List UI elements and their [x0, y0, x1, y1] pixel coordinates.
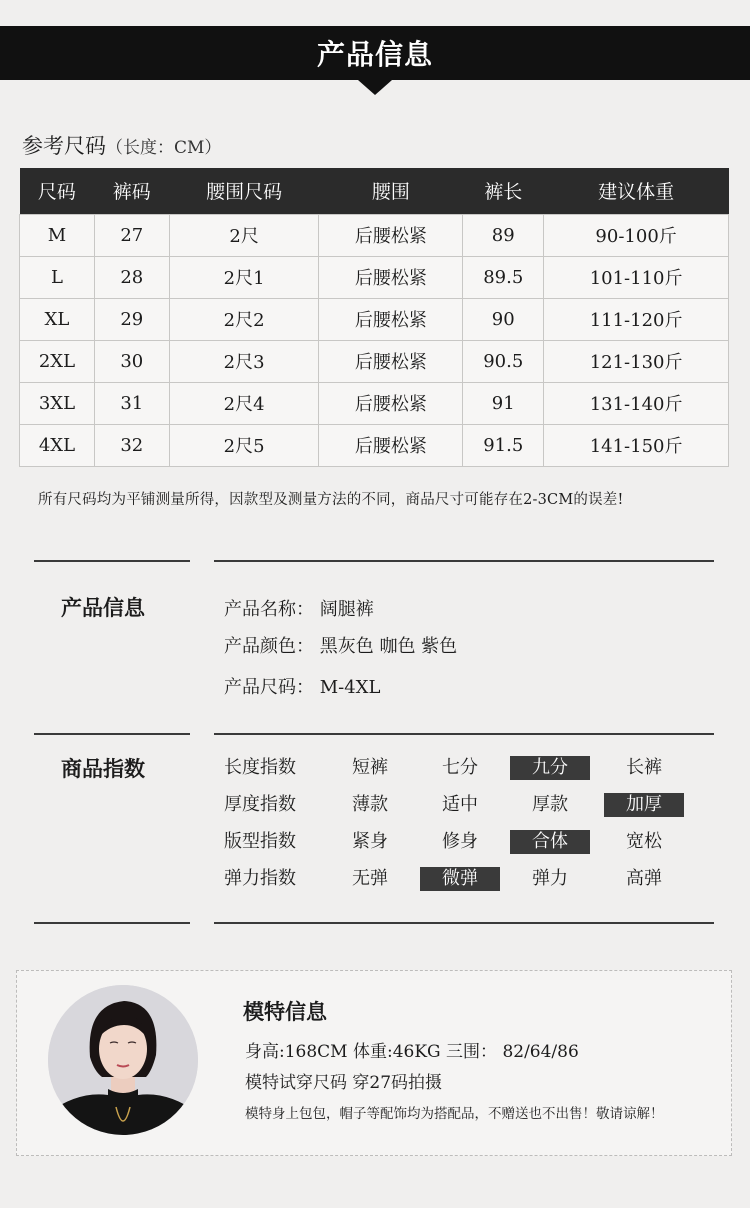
col-header: 腰围尺码: [169, 168, 319, 214]
col-header: 裤长: [463, 168, 544, 214]
model-info-title: 模特信息: [243, 999, 327, 1024]
table-cell: 27: [94, 214, 169, 256]
product-info-title: 产品信息: [61, 595, 145, 620]
table-cell: 2尺2: [169, 298, 319, 340]
index-row-length: [224, 756, 704, 780]
index-option: 短裤: [352, 757, 388, 778]
header-banner: [0, 26, 750, 80]
divider: [214, 922, 714, 924]
table-cell: 91: [463, 382, 544, 424]
measurement-note: 所有尺码均为平铺测量所得，因款型及测量方法的不同，商品尺寸可能存在2-3CM的误差!: [38, 492, 624, 508]
index-option: 紧身: [352, 831, 388, 852]
index-option-selected: 微弹: [420, 867, 500, 891]
table-cell: 89: [463, 214, 544, 256]
index-label: 版型指数: [224, 831, 296, 852]
product-color: 产品颜色： 黑灰色 咖色 紫色: [224, 636, 458, 657]
table-row: [20, 298, 729, 340]
table-cell: 3XL: [20, 382, 95, 424]
index-option-selected: 加厚: [604, 793, 684, 817]
size-chart-title: 参考尺码: [22, 134, 106, 158]
divider: [34, 560, 190, 562]
product-size: 产品尺码： M-4XL: [224, 677, 381, 698]
col-header: 腰围: [319, 168, 463, 214]
table-row: [20, 214, 729, 256]
divider: [34, 922, 190, 924]
index-label: 长度指数: [224, 757, 296, 778]
divider: [34, 733, 190, 735]
table-cell: 后腰松紧: [319, 298, 463, 340]
table-row: [20, 424, 729, 466]
size-table-header: [20, 168, 729, 214]
table-cell: 2尺3: [169, 340, 319, 382]
table-cell: 后腰松紧: [319, 424, 463, 466]
product-index-title: 商品指数: [61, 756, 145, 781]
table-cell: M: [20, 214, 95, 256]
index-option: 宽松: [626, 831, 662, 852]
table-cell: 111-120斤: [544, 298, 729, 340]
size-chart-heading: [22, 130, 221, 160]
table-cell: 后腰松紧: [319, 382, 463, 424]
banner-arrow: [358, 80, 392, 95]
table-cell: 32: [94, 424, 169, 466]
table-cell: 30: [94, 340, 169, 382]
table-cell: 2尺4: [169, 382, 319, 424]
index-label: 弹力指数: [224, 868, 296, 889]
table-cell: 90.5: [463, 340, 544, 382]
index-option: 适中: [442, 794, 478, 815]
table-cell: 90-100斤: [544, 214, 729, 256]
index-option-selected: 九分: [510, 756, 590, 780]
table-cell: 28: [94, 256, 169, 298]
product-name: 产品名称： 阔腿裤: [224, 599, 374, 620]
index-option: 薄款: [352, 794, 388, 815]
model-stats: 身高:168CM 体重:46KG 三围： 82/64/86: [245, 1042, 579, 1062]
table-cell: 91.5: [463, 424, 544, 466]
table-cell: 2尺: [169, 214, 319, 256]
col-header: 建议体重: [544, 168, 729, 214]
table-cell: XL: [20, 298, 95, 340]
table-cell: 2XL: [20, 340, 95, 382]
model-size-worn: 模特试穿尺码 穿27码拍摄: [245, 1073, 443, 1093]
index-row-fit: [224, 830, 704, 854]
index-row-thickness: [224, 793, 704, 817]
divider: [214, 560, 714, 562]
index-option: 弹力: [532, 868, 568, 889]
col-header: 裤码: [94, 168, 169, 214]
table-row: [20, 256, 729, 298]
index-label: 厚度指数: [224, 794, 296, 815]
index-option: 七分: [442, 757, 478, 778]
table-cell: 后腰松紧: [319, 214, 463, 256]
table-cell: 2尺5: [169, 424, 319, 466]
table-cell: 后腰松紧: [319, 256, 463, 298]
index-option: 长裤: [626, 757, 662, 778]
table-cell: 90: [463, 298, 544, 340]
size-chart-unit: （长度：CM）: [106, 138, 222, 158]
table-cell: 2尺1: [169, 256, 319, 298]
index-option: 无弹: [352, 868, 388, 889]
index-option: 高弹: [626, 868, 662, 889]
divider: [214, 733, 714, 735]
table-cell: 后腰松紧: [319, 340, 463, 382]
table-cell: 131-140斤: [544, 382, 729, 424]
table-cell: L: [20, 256, 95, 298]
table-cell: 29: [94, 298, 169, 340]
index-option-selected: 合体: [510, 830, 590, 854]
banner-title: 产品信息: [316, 38, 433, 71]
index-option: 厚款: [532, 794, 568, 815]
table-row: [20, 340, 729, 382]
index-row-elasticity: [224, 867, 704, 891]
model-photo: [48, 985, 198, 1135]
model-note: 模特身上包包，帽子等配饰均为搭配品，不赠送也不出售！敬请谅解！: [245, 1106, 664, 1122]
table-cell: 101-110斤: [544, 256, 729, 298]
col-header: 尺码: [20, 168, 95, 214]
table-cell: 4XL: [20, 424, 95, 466]
size-table: [19, 168, 729, 467]
table-cell: 141-150斤: [544, 424, 729, 466]
table-cell: 121-130斤: [544, 340, 729, 382]
table-cell: 31: [94, 382, 169, 424]
table-cell: 89.5: [463, 256, 544, 298]
index-option: 修身: [442, 831, 478, 852]
table-row: [20, 382, 729, 424]
